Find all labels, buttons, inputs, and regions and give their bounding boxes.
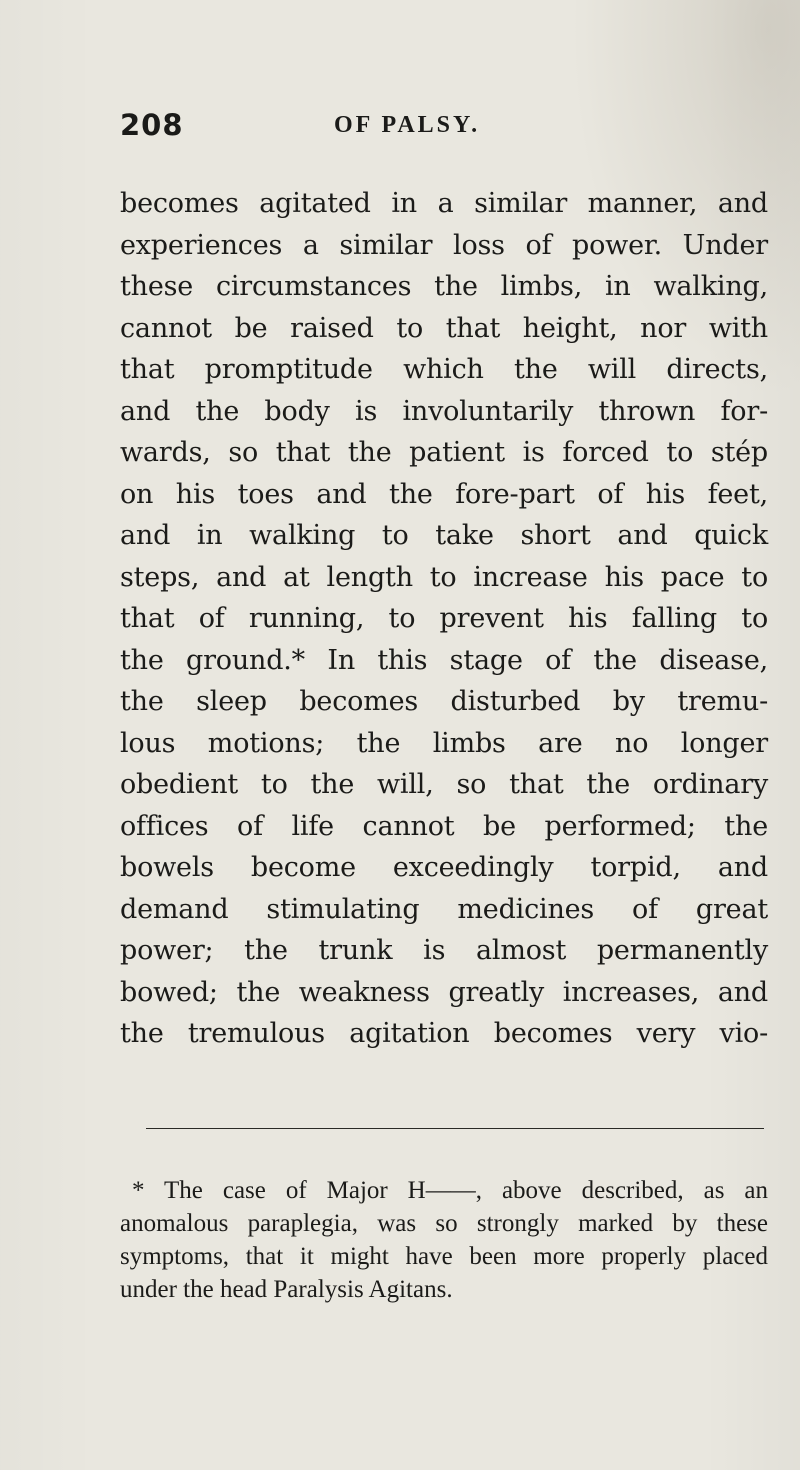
footnote-line: symptoms, that it might have been more properly placed bbox=[120, 1243, 768, 1270]
body-line: experiences a similar loss of power. Under bbox=[120, 229, 768, 261]
body-line: demand stimulating medicines of great bbox=[120, 893, 768, 925]
body-line: offices of life cannot be performed; the bbox=[120, 810, 768, 842]
footnote-line: anomalous paraplegia, was so strongly marked by these bbox=[120, 1210, 768, 1237]
footnote bbox=[120, 1174, 768, 1306]
footnote-line: under the head Paralysis Agitans. bbox=[120, 1276, 453, 1303]
body-line: wards, so that the patient is forced to stép bbox=[120, 437, 768, 468]
body-line: steps, and at length to increase his pace to bbox=[120, 561, 768, 593]
body-line: and in walking to take short and quick bbox=[120, 520, 768, 551]
body-line: becomes agitated in a similar manner, and bbox=[120, 188, 768, 219]
body-line: that promptitude which the will directs, bbox=[120, 354, 768, 385]
body-line: these circumstances the limbs, in walking, bbox=[120, 271, 768, 302]
body-line: cannot be raised to that height, nor with bbox=[120, 312, 768, 344]
body-line: bowels become exceedingly torpid, and bbox=[120, 852, 768, 883]
body-line: and the body is involuntarily thrown for- bbox=[120, 395, 768, 427]
body-line: bowed; the weakness greatly increases, and bbox=[120, 976, 768, 1008]
body-line: that of running, to prevent his falling to bbox=[120, 603, 768, 634]
running-head bbox=[120, 108, 740, 148]
body-text bbox=[120, 183, 768, 1055]
body-line: the ground.* In this stage of the disease, bbox=[120, 644, 768, 676]
body-line: the tremulous agitation becomes very vio- bbox=[120, 1018, 768, 1049]
footnote-line: * The case of Major H——, above described, as an bbox=[132, 1177, 768, 1204]
body-line: power; the trunk is almost permanently bbox=[120, 935, 768, 966]
page-number: 208 bbox=[120, 108, 184, 142]
body-line: lous motions; the limbs are no longer bbox=[120, 727, 768, 759]
footnote-divider bbox=[146, 1128, 764, 1129]
body-line: the sleep becomes disturbed by tremu- bbox=[120, 686, 768, 717]
body-line: on his toes and the fore-part of his feet, bbox=[120, 478, 768, 510]
running-title: OF PALSY. bbox=[334, 112, 481, 138]
body-line: obedient to the will, so that the ordinary bbox=[120, 769, 768, 800]
